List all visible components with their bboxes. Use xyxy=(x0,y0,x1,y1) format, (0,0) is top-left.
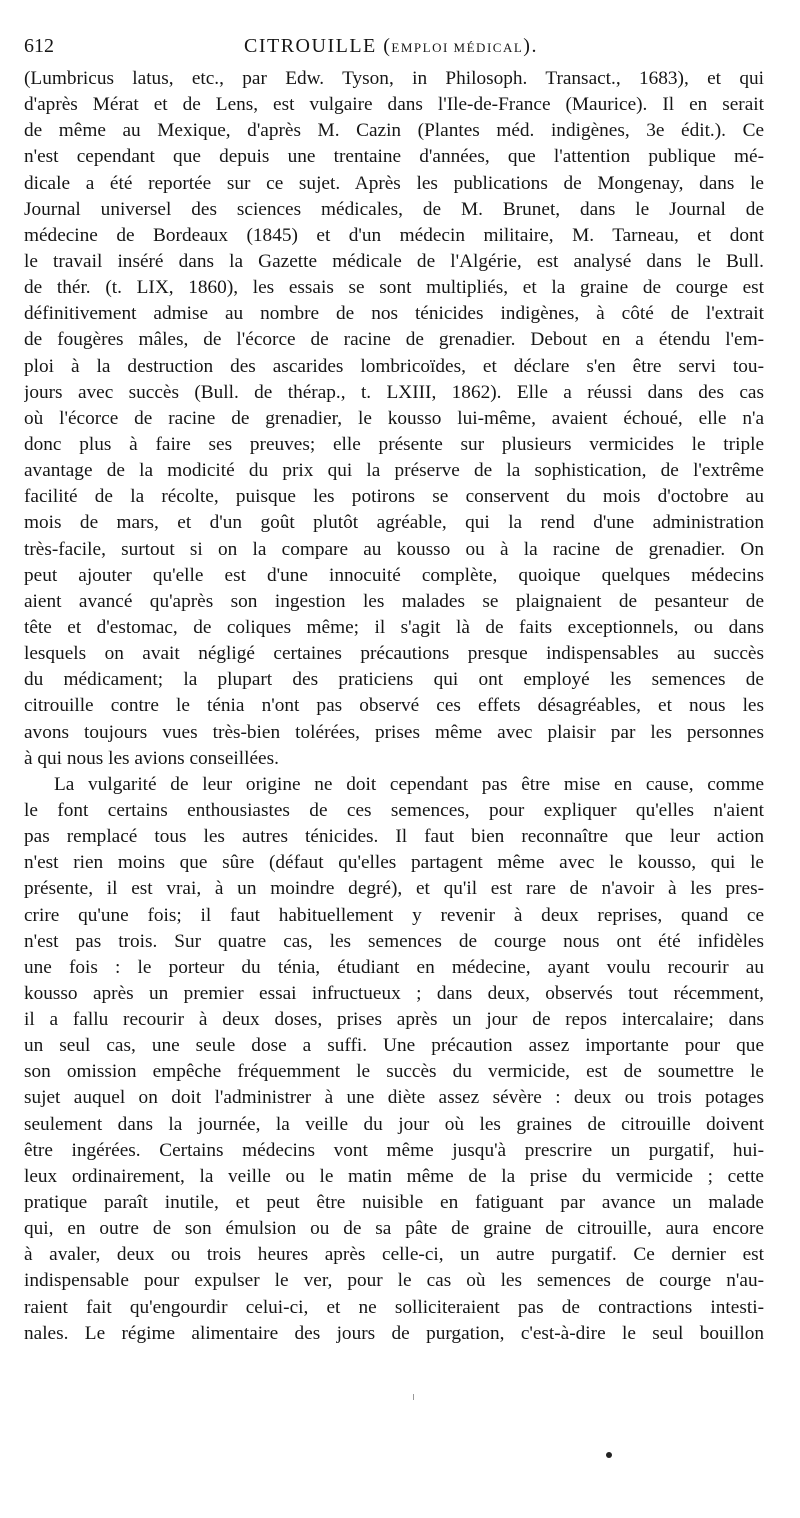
print-mark xyxy=(606,1452,612,1458)
text-line: il a fallu recourir à deux doses, prises après un jour de repos intercalaire; dans xyxy=(24,1009,764,1031)
running-title-main: CITROUILLE ( xyxy=(244,35,392,57)
body-text xyxy=(24,66,764,1347)
text-line: où l'écorce de racine de grenadier, le kousso lui-même, avaient échoué, elle n'a xyxy=(24,407,764,429)
text-line: son omission empêche fréquemment le succès du vermicide, est de soumettre le xyxy=(24,1061,764,1083)
text-line: mois de mars, et d'un goût plutôt agréable, qui la rend d'une administration xyxy=(24,512,764,534)
text-line: jours avec succès (Bull. de thérap., t. LXIII, 1862). Elle a réussi dans des cas xyxy=(24,381,764,403)
text-line: de même au Mexique, d'après M. Cazin (Plantes méd. indigènes, 3e édit.). Ce xyxy=(24,120,764,142)
text-line: un seul cas, une seule dose a suffi. Une précaution assez importante pour que xyxy=(24,1035,764,1057)
text-line: à avaler, deux ou trois heures après celle-ci, un autre purgatif. Ce dernier est xyxy=(24,1244,764,1266)
text-line: définitivement admise au nombre de nos ténicides indigènes, à côté de l'extrait xyxy=(24,303,764,325)
text-line: du médicament; la plupart des praticiens qui ont employé les semences de xyxy=(24,669,764,691)
text-line: d'après Mérat et de Lens, est vulgaire dans l'Ile-de-France (Maurice). Il en serait xyxy=(24,94,764,116)
text-line: n'est rien moins que sûre (défaut qu'elles partagent même avec le kousso, qui le xyxy=(24,852,764,874)
text-line: facilité de la récolte, puisque les potirons se conservent du mois d'octobre au xyxy=(24,486,764,508)
text-line: lesquels on avait négligé certaines précautions presque indispensables au succès xyxy=(24,643,764,665)
text-line: très-facile, surtout si on la compare au kousso ou à la racine de grenadier. On xyxy=(24,538,764,560)
text-line: ploi à la destruction des ascarides lombricoïdes, et déclare s'en être servi tou- xyxy=(24,355,764,377)
text-line: à qui nous les avions conseillées. xyxy=(24,747,279,769)
running-title-small-caps: EMPLOI MÉDICAL xyxy=(391,40,524,55)
text-line: seulement dans la journée, la veille du jour où les graines de citrouille doivent xyxy=(24,1113,764,1135)
text-line: citrouille contre le ténia n'ont pas observé ces effets désagréables, et nous les xyxy=(24,695,764,717)
text-line: qui, en outre de son émulsion ou de sa pâte de graine de citrouille, aura encore xyxy=(24,1218,764,1240)
text-line: présente, il est vrai, à un moindre degré), et qu'il est rare de n'avoir à les pres- xyxy=(24,878,764,900)
text-line: pratique paraît inutile, et peut être nuisible en fatiguant par avance un malade xyxy=(24,1192,764,1214)
text-line: donc plus à faire ses preuves; elle présente sur plusieurs vermicides le triple xyxy=(24,433,764,455)
text-line: le travail inséré dans la Gazette médicale de l'Algérie, est analysé dans le Bull. xyxy=(24,250,764,272)
text-line: n'est cependant que depuis une trentaine d'années, que l'attention publique mé- xyxy=(24,146,764,168)
text-line: avons toujours vues très-bien tolérées, prises même avec plaisir par les personnes xyxy=(24,721,764,743)
text-line: être ingérées. Certains médecins vont même jusqu'à prescrire un purgatif, hui- xyxy=(24,1139,764,1161)
text-line: de fougères mâles, de l'écorce de racine de grenadier. Debout en a étendu l'em- xyxy=(24,329,764,351)
text-line: de thér. (t. LIX, 1860), les essais se sont multipliés, et la graine de courge est xyxy=(24,277,764,299)
text-line: tête et d'estomac, de coliques même; il s'agit là de faits exceptionnels, ou dans xyxy=(24,616,764,638)
text-line: kousso après un premier essai infructueux ; dans deux, observés tout récemment, xyxy=(24,982,764,1004)
text-line: avantage de la modicité du prix qui la préserve de la sophistication, de l'extrême xyxy=(24,460,764,482)
text-line: le font certains enthousiastes de ces semences, pour expliquer qu'elles n'aient xyxy=(24,799,764,821)
text-line: médecine de Bordeaux (1845) et d'un médecin militaire, M. Tarneau, et dont xyxy=(24,224,764,246)
text-line: (Lumbricus latus, etc., par Edw. Tyson, in Philosoph. Transact., 1683), et qui xyxy=(24,68,764,89)
text-line: indispensable pour expulser le ver, pour le cas où les semences de courge n'au- xyxy=(24,1270,764,1292)
text-line: Journal universel des sciences médicales, de M. Brunet, dans le Journal de xyxy=(24,198,764,220)
text-line: crire qu'une fois; il faut habituellement y revenir à deux reprises, quand ce xyxy=(24,904,764,926)
running-title-close: ). xyxy=(523,35,538,57)
text-line: n'est pas trois. Sur quatre cas, les semences de courge nous ont été infidèles xyxy=(24,930,764,952)
print-speck xyxy=(413,1394,414,1400)
text-line: pas remplacé tous les autres ténicides. Il faut bien reconnaître que leur action xyxy=(24,826,764,848)
text-line: aient avancé qu'après son ingestion les malades se plaignaient de pesanteur de xyxy=(24,590,764,612)
page-number: 612 xyxy=(24,35,54,57)
running-head xyxy=(24,34,770,58)
text-line: nales. Le régime alimentaire des jours de purgation, c'est-à-dire le seul bouillon xyxy=(24,1322,764,1344)
text-line: La vulgarité de leur origine ne doit cependant pas être mise en cause, comme xyxy=(54,773,764,795)
text-line: dicale a été reportée sur ce sujet. Après les publications de Mongenay, dans le xyxy=(24,172,764,194)
text-line: leux ordinairement, la veille ou le matin même de la prise du vermicide ; cette xyxy=(24,1165,764,1187)
text-line: raient fait qu'engourdir celui-ci, et ne solliciteraient pas de contractions intesti- xyxy=(24,1296,764,1318)
text-line: peut ajouter qu'elle est d'une innocuité complète, quoique quelques médecins xyxy=(24,564,764,586)
running-title xyxy=(244,34,538,60)
text-line: une fois : le porteur du ténia, étudiant en médecine, ayant voulu recourir au xyxy=(24,956,764,978)
text-line: sujet auquel on doit l'administrer à une diète assez sévère : deux ou trois potages xyxy=(24,1087,764,1109)
